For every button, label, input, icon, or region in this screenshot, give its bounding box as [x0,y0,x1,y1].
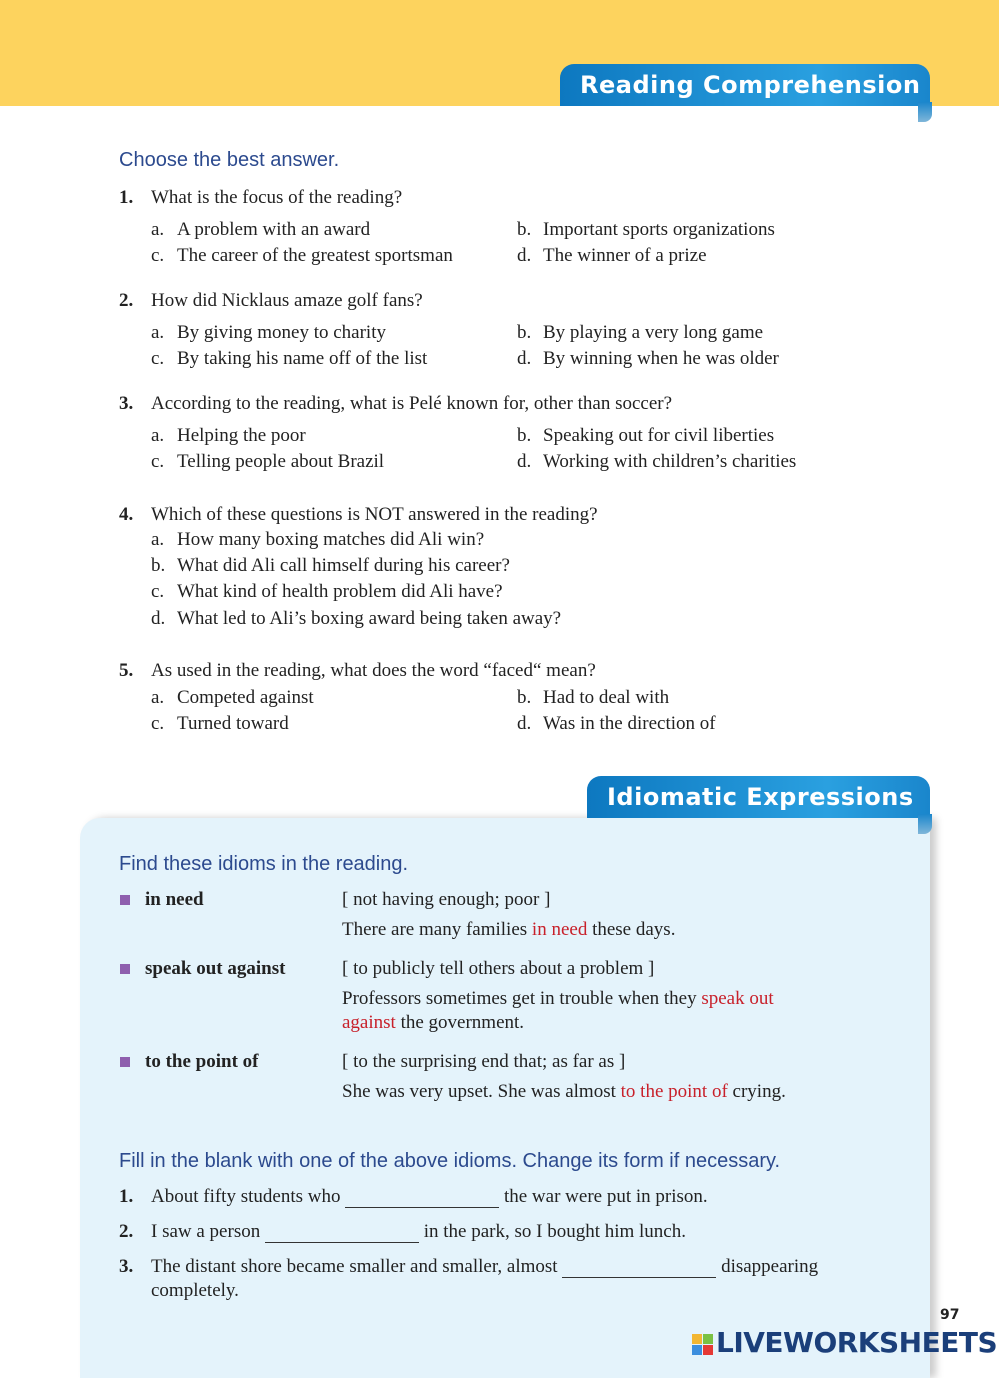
option-letter: b. [517,687,532,708]
question-text: As used in the reading, what does the word “faced“ mean? [151,660,596,681]
question-text: According to the reading, what is Pelé known for, other than soccer? [151,393,673,414]
logo-text: LIVEWORKSHEETS [716,1326,998,1359]
answer-option[interactable] [517,244,707,268]
option-letter: d. [151,608,166,629]
answer-option[interactable] [517,218,775,242]
option-text: What led to Ali’s boxing award being taken away? [177,608,562,629]
answer-option[interactable] [517,347,779,371]
option-text: Had to deal with [543,687,670,708]
idiom-example [342,987,774,1011]
fill-sentence [151,1220,686,1244]
option-letter: c. [151,451,165,472]
sentence-text: disappearing [716,1256,819,1277]
answer-option[interactable] [517,686,669,710]
answer-option[interactable] [151,424,306,448]
instruction-heading: Choose the best answer. [119,149,340,171]
option-letter: b. [517,322,532,343]
option-letter: a. [151,687,165,708]
option-text: The winner of a prize [543,245,707,266]
answer-blank-3[interactable] [562,1259,716,1278]
option-text: Competed against [177,687,314,708]
answer-option[interactable] [151,450,384,474]
item-number: 2. [119,1221,134,1242]
sentence-text: the war were put in prison. [499,1186,708,1207]
idiom-highlight: in need [531,919,588,940]
question-number: 5. [119,660,134,681]
idiom-example-cont [342,1011,524,1035]
idiom-highlight: speak out [701,988,774,1009]
option-text: What kind of health problem did Ali have? [177,581,503,602]
option-text: Turned toward [177,713,289,734]
idiom-term: to the point of [145,1051,259,1072]
idioms-instruction: Find these idioms in the reading. [119,853,409,875]
answer-option[interactable] [151,244,453,268]
fill-instruction: Fill in the blank with one of the above idioms. Change its form if necessary. [119,1150,781,1172]
answer-option[interactable] [151,580,503,604]
option-letter: d. [517,348,532,369]
question-number: 4. [119,504,134,525]
option-letter: b. [517,219,532,240]
answer-option[interactable] [151,528,484,552]
option-letter: c. [151,713,165,734]
option-letter: c. [151,245,165,266]
idiom-definition: [ to publicly tell others about a problem ] [342,958,655,979]
fill-sentence [151,1255,818,1279]
fill-sentence [151,1185,708,1209]
example-text: crying. [727,1081,786,1102]
answer-option[interactable] [151,321,386,345]
question-number: 2. [119,290,134,311]
option-text: The career of the greatest sportsman [177,245,453,266]
idiom-example [342,918,675,942]
option-letter: a. [151,219,165,240]
option-text: By giving money to charity [177,322,386,343]
option-letter: a. [151,322,165,343]
option-text: A problem with an award [177,219,371,240]
liveworksheets-logo[interactable] [692,1326,997,1359]
option-text: What did Ali call himself during his career? [177,555,510,576]
answer-option[interactable] [517,321,763,345]
option-letter: d. [517,713,532,734]
option-letter: d. [517,451,532,472]
page-number: 97 [940,1307,960,1323]
option-text: Was in the direction of [543,713,716,734]
option-text: Speaking out for civil liberties [543,425,775,446]
answer-option[interactable] [151,554,510,578]
answer-option[interactable] [517,712,716,736]
idiom-definition: [ not having enough; poor ] [342,889,551,910]
logo-icon [692,1334,713,1355]
sentence-text: About fifty students who [151,1186,346,1207]
idiom-highlight: against [342,1012,396,1033]
example-text: There are many families [342,919,532,940]
section-tab-reading-comprehension: Reading Comprehension [560,64,930,106]
option-text: Telling people about Brazil [177,451,385,472]
option-text: By playing a very long game [543,322,764,343]
sentence-text: completely. [151,1280,239,1301]
answer-option[interactable] [151,347,427,371]
answer-option[interactable] [151,686,314,710]
answer-option[interactable] [151,218,370,242]
option-letter: d. [517,245,532,266]
question-text: Which of these questions is NOT answered in the reading? [151,504,598,525]
option-text: By taking his name off of the list [177,348,428,369]
option-letter: a. [151,425,165,446]
item-number: 3. [119,1256,134,1277]
option-text: Important sports organizations [543,219,775,240]
item-number: 1. [119,1186,134,1207]
option-text: By winning when he was older [543,348,779,369]
example-text: these days. [587,919,676,940]
sentence-text: in the park, so I bought him lunch. [418,1221,686,1242]
idiom-highlight: to the point of [620,1081,728,1102]
sentence-text: The distant shore became smaller and smaller, almost [151,1256,563,1277]
idiom-term: speak out against [145,958,286,979]
answer-blank-2[interactable] [265,1224,419,1243]
answer-blank-1[interactable] [345,1189,499,1208]
bullet-icon [120,964,130,974]
idiom-term: in need [145,889,204,910]
option-letter: b. [151,555,166,576]
answer-option[interactable] [517,424,774,448]
question-text: How did Nicklaus amaze golf fans? [151,290,423,311]
question-text: What is the focus of the reading? [151,187,403,208]
answer-option[interactable] [151,607,561,631]
example-text: the government. [395,1012,525,1033]
sentence-text: I saw a person [151,1221,265,1242]
example-text: She was very upset. She was almost [342,1081,621,1102]
option-text: How many boxing matches did Ali win? [177,529,485,550]
option-text: Helping the poor [177,425,306,446]
option-text: Working with children’s charities [543,451,797,472]
question-number: 1. [119,187,134,208]
answer-option[interactable] [151,712,289,736]
bullet-icon [120,1057,130,1067]
answer-option[interactable] [517,450,796,474]
idiom-definition: [ to the surprising end that; as far as ] [342,1051,626,1072]
example-text: Professors sometimes get in trouble when they [342,988,702,1009]
option-letter: a. [151,529,165,550]
option-letter: c. [151,348,165,369]
bullet-icon [120,895,130,905]
section-tab-idiomatic-expressions: Idiomatic Expressions [587,776,930,818]
question-number: 3. [119,393,134,414]
idiom-example [342,1080,786,1104]
option-letter: c. [151,581,165,602]
option-letter: b. [517,425,532,446]
